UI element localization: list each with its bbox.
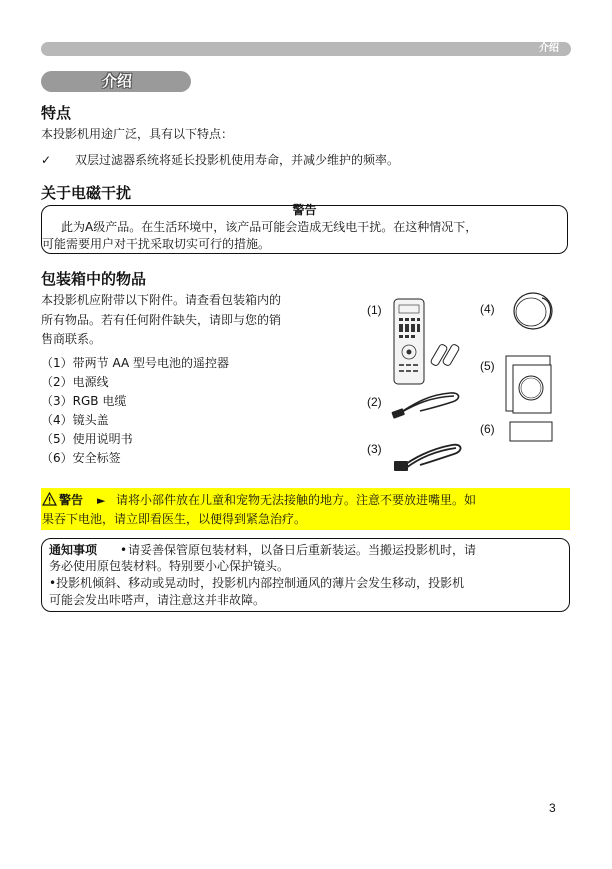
package-intro-line2: 所有物品。若有任何附件缺失，请即与您的销 [41,313,282,327]
package-item-lens-cap: （4）镜头盖 [41,413,109,427]
notice-label: 通知事项 [49,543,98,557]
caution-label: 警告 [59,493,84,507]
header-bar [41,42,571,56]
package-item-power-cord: （2）电源线 [41,375,109,389]
package-item-manual: （5）使用说明书 [41,432,133,446]
package-intro-line1: 本投影机应附带以下附件。请查看包装箱内的 [41,293,282,307]
warning-triangle-icon [42,492,57,506]
header-title: 介绍 [539,43,559,54]
package-heading: 包装箱中的物品 [41,270,147,288]
package-intro-line3: 售商联系。 [41,332,102,346]
page-number: 3 [549,801,556,815]
emi-text-line2: 可能需要用户对干扰采取切实可行的措施。 [42,237,271,251]
emi-warning-label: 警告 [292,203,317,217]
check-icon: ✓ [41,153,52,167]
remote-control-icon [394,299,424,384]
notice-text-line1: 请妥善保管原包装材料，以备日后重新装运。当搬运投影机时，请 [128,543,477,557]
lens-cap-icon [508,290,558,334]
package-item-safety-label: （6）安全标签 [41,451,121,465]
callout-1: (1) [367,303,382,317]
power-cord-icon [390,385,470,421]
emi-text-line1: 此为A级产品。在生活环境中，该产品可能会造成无线电干扰。在这种情况下， [61,220,478,234]
callout-4: (4) [480,302,495,316]
callout-3: (3) [367,442,382,456]
features-item: 双层过滤器系统将延长投影机使用寿命，并减少维护的频率。 [75,153,400,167]
section-title-pill [41,71,191,92]
callout-5: (5) [480,359,495,373]
safety-label-icon [509,421,553,443]
notice-text-line4: 可能会发出咔嗒声，请注意这并非故障。 [49,593,266,607]
notice-text-line2: 务必使用原包装材料。特别要小心保护镜头。 [49,559,290,573]
aa-batteries-icon [430,343,460,366]
section-title: 介绍 [102,72,133,90]
caution-text-line2: 果吞下电池，请立即看医生，以便得到紧急治疗。 [42,512,307,526]
notice-bullet: • [120,543,128,557]
user-manual-icon [505,355,555,415]
emi-heading: 关于电磁干扰 [41,184,132,202]
notice-text-line3: •投影机倾斜、移动或晃动时，投影机内部控制通风的薄片会发生移动，投影机 [49,576,465,590]
features-heading: 特点 [41,104,72,122]
features-intro: 本投影机用途广泛，具有以下特点： [41,127,234,141]
caution-arrow: ► [97,494,106,507]
callout-2: (2) [367,395,382,409]
rgb-cable-icon [390,437,470,477]
package-item-remote: （1）带两节 AA 型号电池的遥控器 [41,356,230,370]
package-item-rgb-cable: （3）RGB 电缆 [41,394,127,408]
accessory-illustrations-group [390,296,470,388]
callout-6: (6) [480,422,495,436]
caution-text-line1: 请将小部件放在儿童和宠物无法接触的地方。注意不要放进嘴里。如 [116,493,477,507]
